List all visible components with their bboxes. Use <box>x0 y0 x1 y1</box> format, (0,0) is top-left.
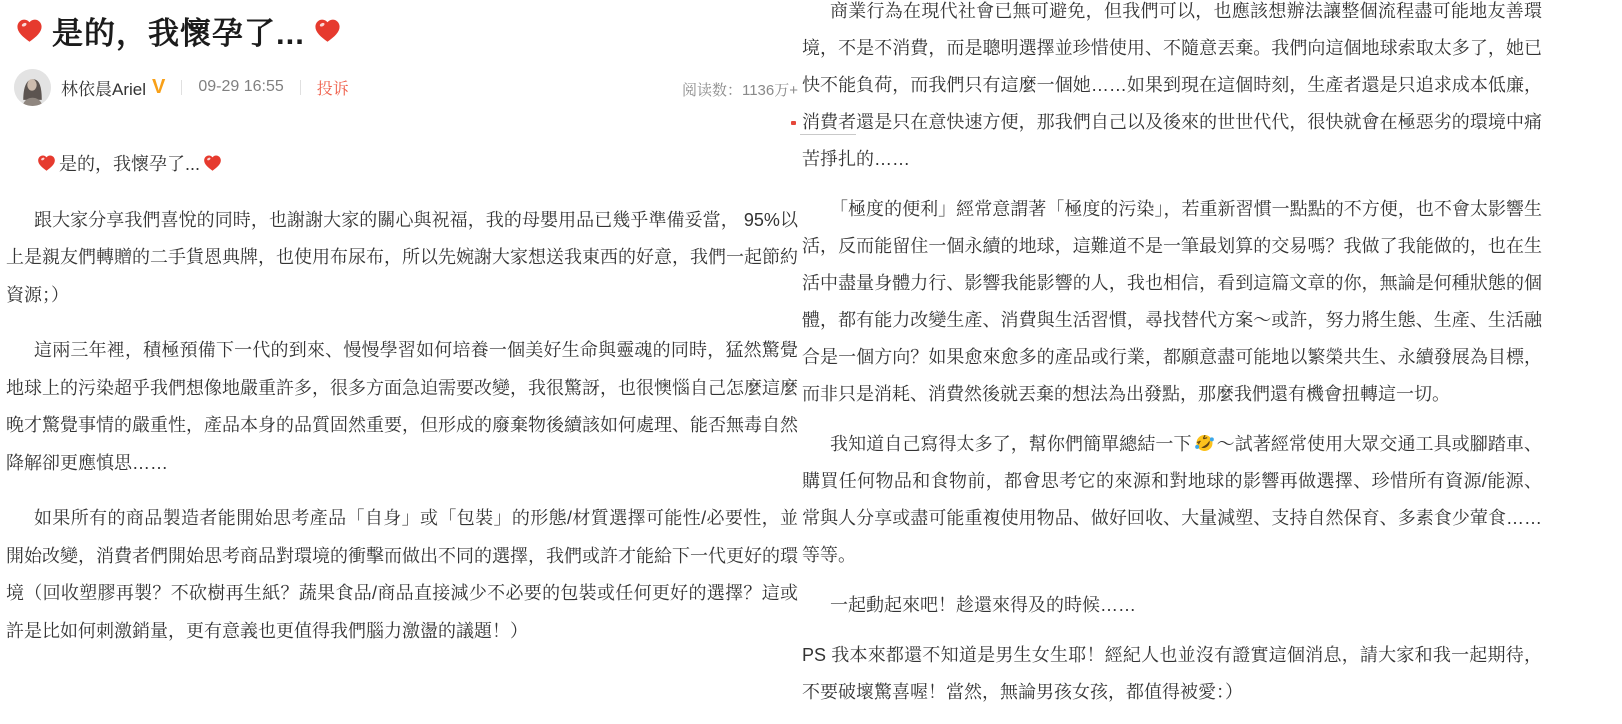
article-paragraph: 這兩三年裡，積極預備下一代的到來、慢慢學習如何培養一個美好生命與靈魂的同時，猛然驚覺地球上的污染超乎我們想像地嚴重許多，很多方面急迫需要改變，我很驚訝，也很懊惱自己怎麼這麼晚才驚覺事情的嚴重性，產品本身的品質固然重要，但形成的廢棄物後續該如何處理、能否無毒自然降解卻更應慎思…… <box>6 340 798 473</box>
article-paragraph: 是的，我懷孕了... <box>6 146 798 184</box>
article-paragraph: PS 我本來都還不知道是男生女生耶！經紀人也並沒有證實這個消息，請大家和我一起期待，不要破壞驚喜喔！當然，無論男孩女孩，都值得被愛：） <box>802 645 1542 702</box>
article-paragraph: 如果所有的商品製造者能開始思考產品「自身」或「包裝」的形態/材質選擇可能性/必要性，並開始改變，消費者們開始思考商品對環境的衝擊而做出不同的選擇，我們或許才能給下一代更好的環境（回收塑膠再製？不砍樹再生紙？蔬果食品/商品直接減少不必要的包裝或任何更好的選擇？這或許是比如何刺激銷量，更有意義也更值得我們腦力激盪的議題！） <box>6 508 798 641</box>
heart-icon <box>202 153 223 173</box>
article-title <box>14 8 798 53</box>
article-body-left <box>6 146 798 650</box>
post-date: 09-29 16:55 <box>198 78 284 95</box>
seam-artifact <box>791 121 796 125</box>
separator <box>181 80 182 95</box>
article-title-text: 是的，我懷孕了... <box>52 16 305 51</box>
divider-line <box>800 134 856 135</box>
read-count: 阅读数：1136万+ <box>681 82 798 99</box>
heart-icon <box>14 16 45 45</box>
article-paragraph: 我知道自己寫得太多了，幫你們簡單總結一下 ～試著經常使用大眾交通工具或腳踏車、購買任何物品和食物前，都會思考它的來源和對地球的影響再做選擇、珍惜所有資源/能源、常與人分享或盡可能重複使用物品、做好回收、大量減塑、支持自然保育、多素食少葷食……等等。 <box>802 426 1542 574</box>
heart-icon <box>312 16 343 45</box>
article-paragraph: 商業行為在現代社會已無可避免，但我們可以，也應該想辦法讓整個流程盡可能地友善環境，不是不消費，而是聰明選擇並珍惜使用、不隨意丟棄。我們向這個地球索取太多了，她已快不能負荷，而我們只有這麼一個她……如果到現在這個時刻，生產者還是只追求成本低廉，消費者還是只在意快速方便，那我們自己以及後來的世世代代，很快就會在極惡劣的環境中痛苦掙扎的…… <box>802 1 1542 169</box>
separator <box>300 80 301 95</box>
author-name[interactable]: 林依晨Ariel <box>61 79 147 99</box>
article-paragraph: 跟大家分享我們喜悅的同時，也謝謝大家的關心與祝福，我的母嬰用品已幾乎準備妥當， 95%以上是親友們轉贈的二手貨恩典牌，也使用布尿布，所以先婉謝大家想送我東西的好意，我們一起節約資源；） <box>6 209 798 305</box>
article-body-right <box>802 0 1542 724</box>
report-link[interactable]: 投诉 <box>316 80 349 98</box>
author-row <box>14 68 798 106</box>
article-paragraph: 一起動起來吧！趁還來得及的時候…… <box>830 595 1136 615</box>
verified-badge-icon: V <box>152 76 166 98</box>
rofl-emoji-icon <box>1194 433 1215 453</box>
article-paragraph: 「極度的便利」經常意謂著「極度的污染」，若重新習慣一點點的不方便，也不會太影響生活，反而能留住一個永續的地球，這難道不是一筆最划算的交易嗎？我做了我能做的，也在生活中盡量身體力行、影響我能影響的人，我也相信，看到這篇文章的你，無論是何種狀態的個體，都有能力改變生產、消費與生活習慣，尋找替代方案～或許，努力將生態、生產、生活融合是一個方向？如果愈來愈多的產品或行業，都願意盡可能地以繁榮共生、永續發展為目標，而非只是消耗、消費然後就丟棄的想法為出發點，那麼我們還有機會扭轉這一切。 <box>802 199 1542 404</box>
heart-icon <box>36 153 57 173</box>
avatar[interactable] <box>14 69 51 106</box>
article-left-column <box>6 0 798 668</box>
